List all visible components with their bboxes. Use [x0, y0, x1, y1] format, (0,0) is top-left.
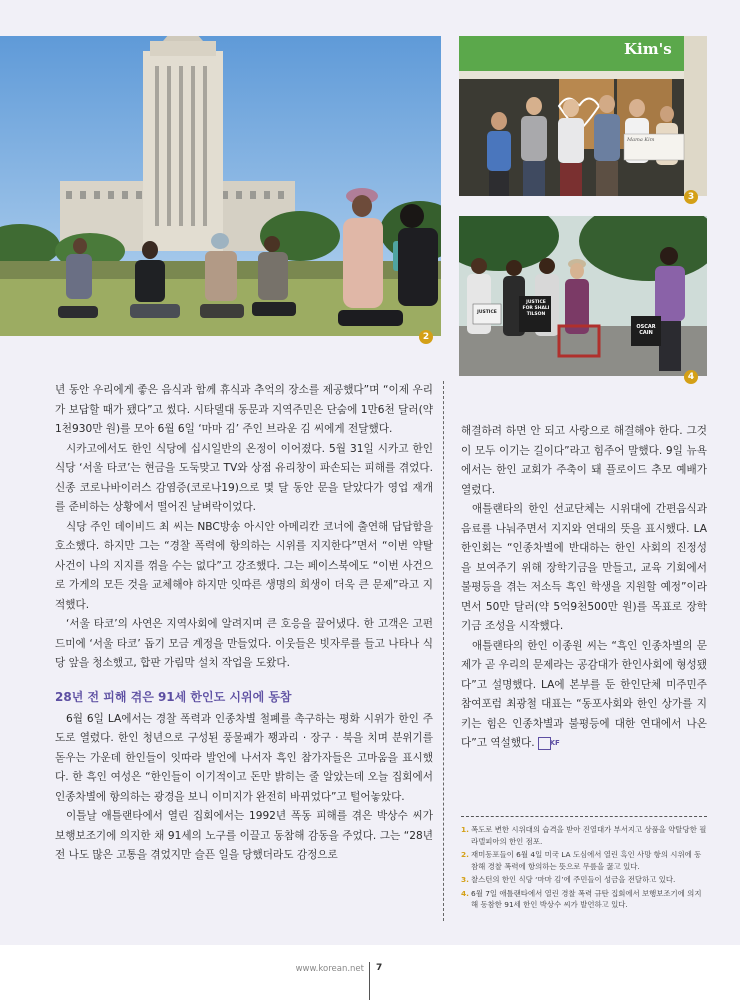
- column-divider: [443, 381, 444, 921]
- paragraph: 해결하려 하면 안 되고 사랑으로 해결해야 한다. 그것이 모두 이기는 길이다”라고 힘주어 말했다. 9일 뉴욕에서는 한인 교회가 주축이 돼 플로이드 추모 예배가 열렸다.: [461, 425, 707, 496]
- paragraph: 년 동안 우리에게 좋은 음식과 함께 휴식과 추억의 장소를 제공했다”며 “이제 우리가 보답할 때가 됐다”고 썼다. 시타델대 동문과 지역주민은 단숨에 1만6천 달러(약 1천930만 원)를 모아 6월 6일 ‘마마 김’ 주인 브라운 김 씨에게 전달했다.: [55, 384, 433, 435]
- photo-la-protest: [0, 36, 441, 336]
- photo-number-badge: 2: [419, 330, 433, 344]
- caption-number: 3.: [461, 875, 469, 884]
- article-right-column: [461, 422, 707, 754]
- caption-item: [461, 849, 707, 872]
- caption-text: 재미동포들이 6월 4일 미국 LA 도심에서 열린 흑인 사망 항의 시위에 동참해 경찰 폭력에 항의하는 뜻으로 무릎을 꿇고 있다.: [471, 850, 702, 871]
- paragraph: 이틀날 애틀랜타에서 열린 집회에서는 1992년 폭동 피해를 겪은 박상수 씨가 보행보조기에 의지한 채 91세의 노구를 이끌고 동참해 감동을 주었다. 그는 “28년 전 나도 많은 고통을 겪었지만 슬픈 일을 당했더라도 감정으로: [55, 810, 433, 861]
- caption-number: 4.: [461, 888, 469, 898]
- caption-number: 1.: [461, 825, 469, 834]
- photo-captions: [461, 824, 707, 913]
- photo-number-badge: 3: [684, 190, 698, 204]
- paragraph: 애틀랜타의 한인 선교단체는 시위대에 간편음식과 음료를 나눠주면서 지지와 연대의 뜻을 표시했다. LA한인회는 “인종차별에 반대하는 한인 사회의 진정성을 보여주기 위해 장학기금을 만들고, 교육 기회에서 불평등을 겪는 저소득 흑인 학생을 지원할 예정”이라면서 50만 달러(약 5억9천500만 원)를 목표로 장학기금 조성을 시작했다.: [461, 503, 707, 632]
- photo-mama-kim: [459, 36, 707, 196]
- caption-item: [461, 874, 707, 886]
- storefront-sign: Kim's: [624, 40, 672, 58]
- photo-number-badge: 4: [684, 370, 698, 384]
- page-number: 7: [376, 963, 383, 973]
- protest-sign-1: JUSTICE FOR SHALI TILSON: [522, 300, 550, 317]
- paragraph: ‘서울 타코’의 사연은 지역사회에 알려지며 큰 호응을 끌어냈다. 한 고객은 고펀드미에 ‘서울 타코’ 돕기 모금 계정을 만들었다. 이웃들은 빗자루를 들고 나타나 식당 앞을 청소했고, 합판 가림막 설치 작업을 도왔다.: [55, 618, 433, 669]
- caption-item: [461, 888, 707, 911]
- caption-number: 2.: [461, 850, 469, 859]
- caption-item: [461, 824, 707, 847]
- footer-url: www.korean.net: [295, 964, 364, 974]
- caption-text: 폭도로 변한 시위대의 습격을 받아 진열대가 부서지고 상품을 약탈당한 필라델피아의 한인 점포.: [471, 825, 707, 846]
- paragraph: [461, 637, 707, 754]
- photo-atlanta-rally: [459, 216, 707, 376]
- caption-text: 찰스턴의 한인 식당 ‘마마 김’에 주민들이 성금을 전달하고 있다.: [471, 875, 676, 884]
- paragraph: 6월 6일 LA에서는 경찰 폭력과 인종차별 철폐를 촉구하는 평화 시위가 한인 주도로 열렸다. 한인 청년으로 구성된 풍물패가 꽹과리 · 장구 · 북을 치며 분위기를 돋우는 가운데 한인들이 잇따라 발언에 나서자 흑인 참가자들은 고마움을 표시했다. 한 흑인 여성은 “한인들이 이기적이고 돈만 밝히는 줄 알았는데 오늘 집회에서 인종차별에 항의하는 광경을 보니 이미지가 완전히 바뀌었다”고 털어놓았다.: [55, 712, 433, 803]
- article-left-column: [55, 381, 433, 866]
- caption-text: 6월 7일 애틀랜타에서 열린 경찰 폭력 규탄 집회에서 보행보조기에 의지해 동참한 91세 한인 박상수 씨가 발언하고 있다.: [471, 888, 702, 909]
- protest-sign-3: JUSTICE: [477, 310, 497, 315]
- protest-sign-2: OSCAR CAIN: [636, 324, 656, 336]
- paragraph: 식당 주인 데이비드 최 씨는 NBC방송 아시안 아메리칸 코너에 출연해 답답함을 호소했다. 하지만 그는 “경찰 폭력에 항의하는 시위를 지지한다”면서 “이번 약탈 사건이 나의 지지를 꺾을 수는 없다”고 강조했다. 그는 페이스북에도 “이번 사건으로 가게의 모든 것을 교체해야 하지만 잇따른 생명의 희생이 더욱 큰 문제”라고 지적했다.: [55, 520, 433, 611]
- caption-divider: [461, 816, 707, 817]
- section-heading: 28년 전 피해 겪은 91세 한인도 시위에 동참: [55, 689, 292, 704]
- paragraph: 시카고에서도 한인 식당에 십시일반의 온정이 이어졌다. 5월 31일 시카고 한인 식당 ‘서울 타코’는 현금을 도둑맞고 TV와 상점 유리창이 파손되는 피해를 겪었다. 신종 코로나바이러스 감염증(코로나19)으로 몇 달 동안 문을 닫았다가 영업 재개를 준비하는 상황에서 떨어진 날벼락이었다.: [55, 442, 433, 513]
- end-of-article-mark: KF: [538, 737, 551, 750]
- paragraph-text: 애틀랜타의 한인 이종원 씨는 “흑인 인종차별의 문제가 곧 우리의 문제라는 공감대가 한인사회에 형성됐다”고 설명했다. LA에 본부를 둔 한인단체 미주민주참여포럼 최광철 대표는 “동포사회와 한인 상가를 지키는 힘은 인종차별과 불평등에 대한 연대에서 나온다”고 역설했다.: [461, 639, 707, 749]
- check-text: Mama Kim: [627, 137, 655, 143]
- page-footer: [0, 962, 740, 1002]
- footer-divider: [369, 962, 370, 1000]
